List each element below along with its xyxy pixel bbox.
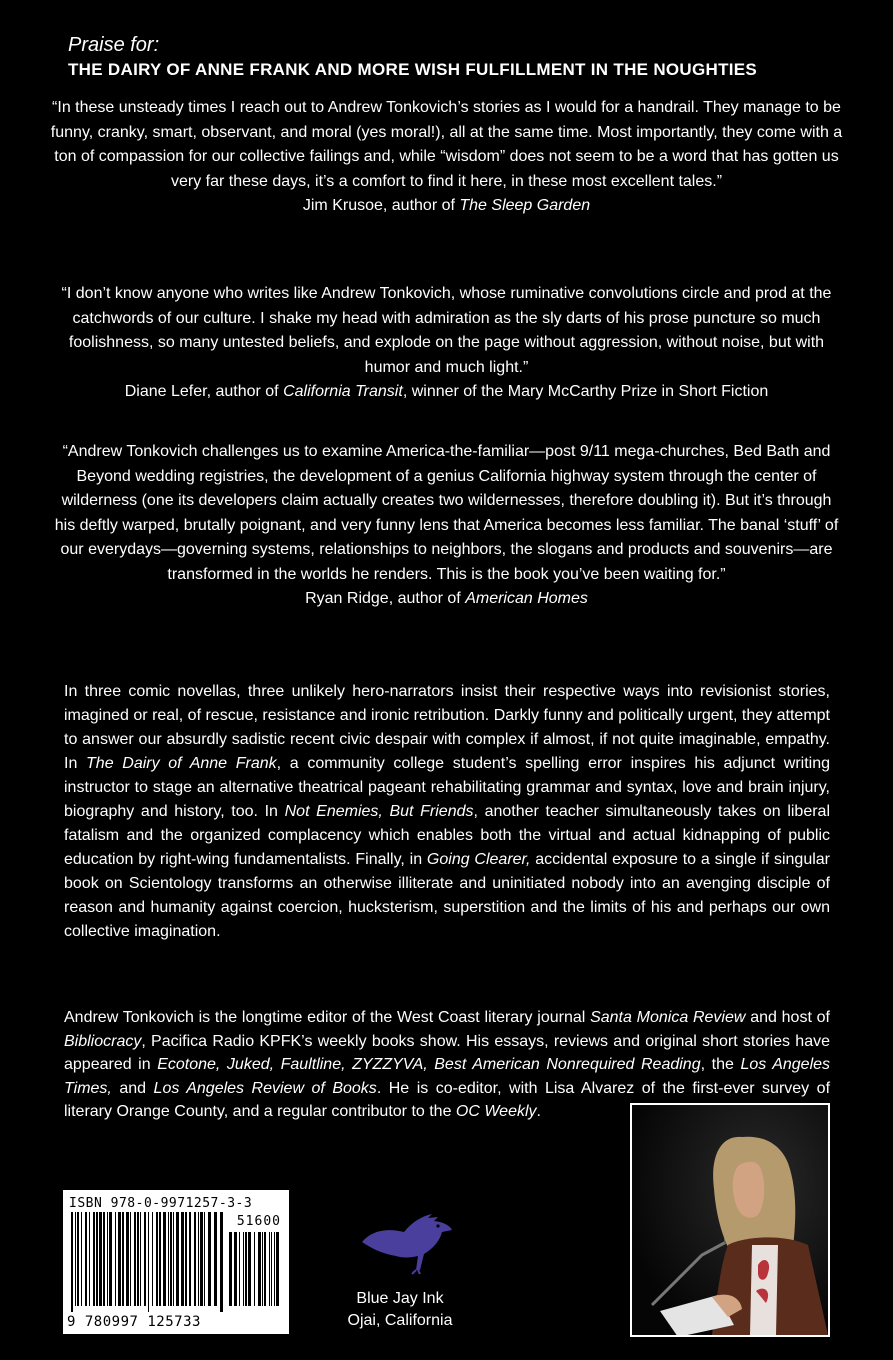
attribution-work: American Homes [465, 590, 588, 607]
attribution-prefix: Diane Lefer, author of [124, 383, 284, 400]
publisher-info [315, 1288, 485, 1332]
bio-title: Ecotone, Juked, Faultline, ZYZZYVA, Best American Nonrequired Reading [157, 1056, 701, 1073]
desc-text: , another teacher simultaneously takes on liberal fatalism and the organized complacency which enables both the virtual and actual kidnapping of public education by right-wing fundamentalists. Finally, in [64, 803, 831, 868]
bio-text: , Pacifica Radio KPFK’s weekly books show. His essays, reviews and original short stories have appeared in [64, 1032, 830, 1073]
desc-title: The Dairy of Anne Frank [86, 755, 277, 772]
quote-attribution [50, 194, 843, 219]
barcode-bars [71, 1212, 223, 1312]
isbn-text: ISBN 978-0-9971257-3-3 [69, 1196, 253, 1211]
desc-title: Not Enemies, But Friends [284, 803, 474, 820]
quote-krusoe [50, 96, 843, 219]
praise-label: Praise for: [68, 34, 160, 56]
bio-text: . He is co-editor, with Lisa Alvarez of the first-ever survey of literary Orange County, and a regular contributor to the [64, 1079, 831, 1120]
isbn-barcode [63, 1190, 289, 1334]
bio-text: Andrew Tonkovich is the longtime editor of the West Coast literary journal [64, 1009, 591, 1026]
quote-text: “I don’t know anyone who writes like Andrew Tonkovich, whose ruminative convolutions circle and prod at the catchwords of our culture. I shake my head with admiration as the sly darts of his prose puncture so much foolishness, so many untested beliefs, and explode on the page without aggression, without noise, but with humor and much light.” [61, 285, 832, 376]
bio-title: Bibliocracy [64, 1032, 142, 1050]
author-photo [630, 1103, 830, 1337]
quote-text: “Andrew Tonkovich challenges us to examine America-the-familiar—post 9/11 mega-churches, Bed Bath and Beyond wedding registries, the development of a genius California highway system through the center of wilderness (one its developers claim actually creates two wildernesses, therefore doubling it). But it’s through his deftly warped, brutally poignant, and very funny lens that America becomes less familiar. The banal ‘stuff’ of our everydays—governing systems, relationships to neighbors, the slogans and products and souvenirs—are transformed in the worlds he renders. This is the book you’ve been waiting for.” [54, 443, 839, 583]
bio-title: OC Weekly [455, 1103, 537, 1120]
book-title: THE DAIRY OF ANNE FRANK AND MORE WISH FULFILLMENT IN THE NOUGHTIES [68, 60, 758, 79]
book-description [64, 680, 830, 944]
publisher-location: Ojai, California [347, 1312, 453, 1329]
attribution-work: California Transit [283, 383, 403, 400]
desc-text: In three comic novellas, three unlikely hero-narrators insist their respective ways into revisionist stories, imagined or real, of rescue, resistance and ironic retribution. Darkly funny and politically urgent, they attempt to answer our absurdly sadistic recent civic despair with complex if almost, if not quite imaginable, empathy. In [64, 683, 830, 772]
price-code: 51600 [236, 1214, 281, 1229]
quote-lefer [50, 282, 843, 405]
quote-attribution [50, 587, 843, 612]
desc-text: , a community college student’s spelling error inspires his adjunct writing instructor to stage an alternative theatrical pageant rehabilitating grammar and syntax, love and brain injury, biography and history, too. In [64, 755, 831, 820]
quote-attribution [50, 380, 843, 405]
praise-header [68, 32, 848, 82]
desc-text: accidental exposure to a single if singular book on Scientology transforms an otherwise illiterate and uninitiated nobody into an avenging disciple of reason and humanity against coercion, hucksterism, superstition and the limits of his and perhaps our own collective imagination. [64, 851, 831, 940]
addon-barcode-bars [229, 1232, 281, 1310]
quote-text: “In these unsteady times I reach out to Andrew Tonkovich’s stories as I would for a handrail. They manage to be funny, cranky, smart, observant, and moral (yes moral!), all at the same time. Most importantly, they come with a ton of compassion for our collective failings and, while “wisdom” does not seem to be a word that has gotten us very far these days, it’s a comfort to find it here, in these most excellent tales.” [50, 99, 843, 190]
desc-title: Going Clearer, [426, 851, 531, 868]
quote-ridge [50, 440, 843, 612]
ean-digits: 9 780997 125733 [67, 1314, 201, 1330]
publisher-name: Blue Jay Ink [356, 1290, 444, 1307]
bio-title: Santa Monica Review [590, 1009, 746, 1026]
blue-jay-icon [358, 1208, 454, 1281]
bio-text: and [111, 1079, 154, 1097]
attribution-suffix: , winner of the Mary McCarthy Prize in Short Fiction [402, 383, 769, 400]
attribution-work: The Sleep Garden [459, 197, 591, 214]
attribution-prefix: Jim Krusoe, author of [302, 197, 460, 214]
bio-text: and host of [745, 1009, 831, 1026]
bio-title: Los Angeles Times, [64, 1056, 831, 1097]
bio-text: , the [700, 1056, 741, 1073]
attribution-prefix: Ryan Ridge, author of [305, 590, 466, 607]
bio-title: Los Angeles Review of Books [153, 1079, 377, 1097]
bio-text: . [536, 1103, 541, 1120]
